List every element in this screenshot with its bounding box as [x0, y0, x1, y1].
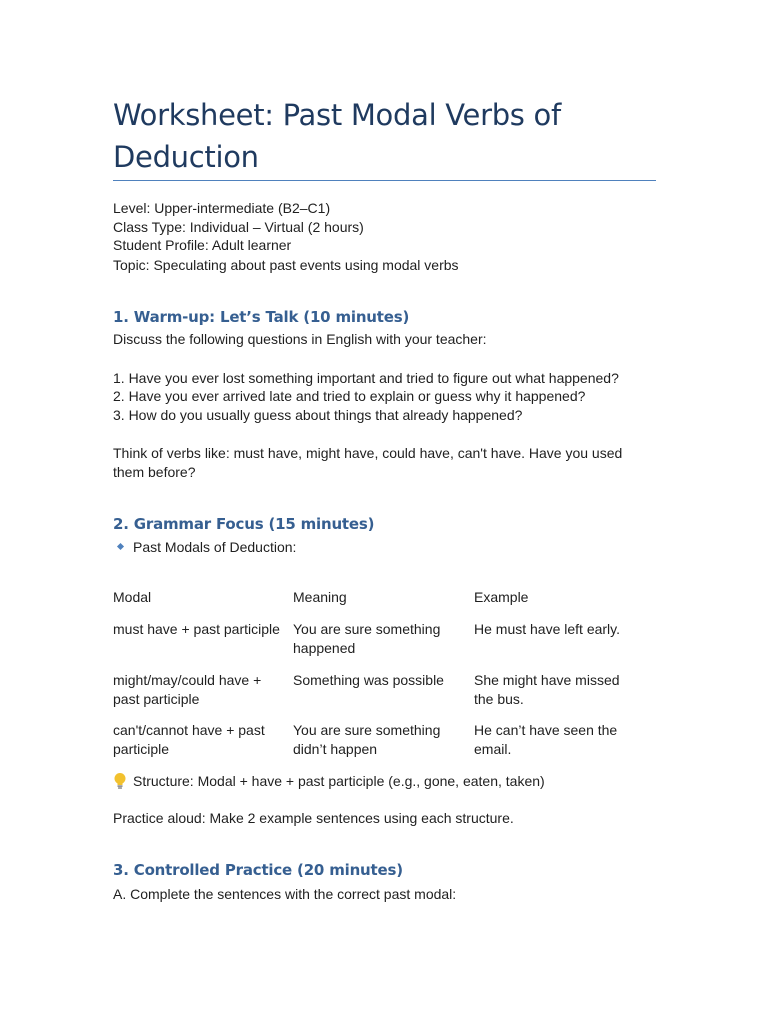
table-cell: Something was possible: [293, 672, 444, 688]
section1-heading: 1. Warm-up: Let’s Talk (10 minutes): [113, 308, 410, 326]
table-cell: He must have left early.: [474, 621, 621, 637]
table-cell: He can’t have seen the email.: [474, 722, 618, 757]
question-2: 2. Have you ever arrived late and tried to explain or guess why it happened?: [113, 388, 586, 404]
structure-note: Structure: Modal + have + past participle (e.g., gone, eaten, taken): [133, 773, 545, 789]
table-cell: must have + past participle: [113, 621, 280, 637]
table-cell: might/may/could have + past participle: [113, 672, 262, 707]
info-student-profile: Student Profile: Adult learner: [113, 237, 292, 253]
section2-heading: 2. Grammar Focus (15 minutes): [113, 515, 375, 533]
question-3: 3. How do you usually guess about things that already happened?: [113, 407, 523, 423]
practice-aloud: Practice aloud: Make 2 example sentences using each structure.: [113, 810, 514, 826]
section3-heading: 3. Controlled Practice (20 minutes): [113, 861, 403, 879]
table-cell: She might have missed the bus.: [474, 672, 620, 707]
lightbulb-icon: [113, 772, 127, 790]
info-class-type: Class Type: Individual – Virtual (2 hours): [113, 219, 364, 235]
title-divider: [113, 180, 656, 181]
section2-bullet-text: Past Modals of Deduction:: [133, 539, 297, 555]
table-header-modal: Modal: [113, 589, 152, 605]
section1-note: Think of verbs like: must have, might have, could have, can't have. Have you used them before?: [113, 445, 623, 480]
table-header-example: Example: [474, 589, 529, 605]
info-level: Level: Upper-intermediate (B2–C1): [113, 200, 331, 216]
section1-intro: Discuss the following questions in English with your teacher:: [113, 331, 487, 347]
table-cell: can't/cannot have + past participle: [113, 722, 265, 757]
table-cell: You are sure something didn’t happen: [293, 722, 441, 757]
table-header-meaning: Meaning: [293, 589, 347, 605]
section3-intro: A. Complete the sentences with the correct past modal:: [113, 886, 457, 902]
question-1: 1. Have you ever lost something important and tried to figure out what happened?: [113, 370, 619, 386]
table-cell: You are sure something happened: [293, 621, 441, 656]
diamond-bullet-icon: [117, 543, 124, 550]
info-topic: Topic: Speculating about past events using modal verbs: [113, 257, 459, 273]
page-title: Worksheet: Past Modal Verbs of Deduction: [113, 98, 561, 174]
